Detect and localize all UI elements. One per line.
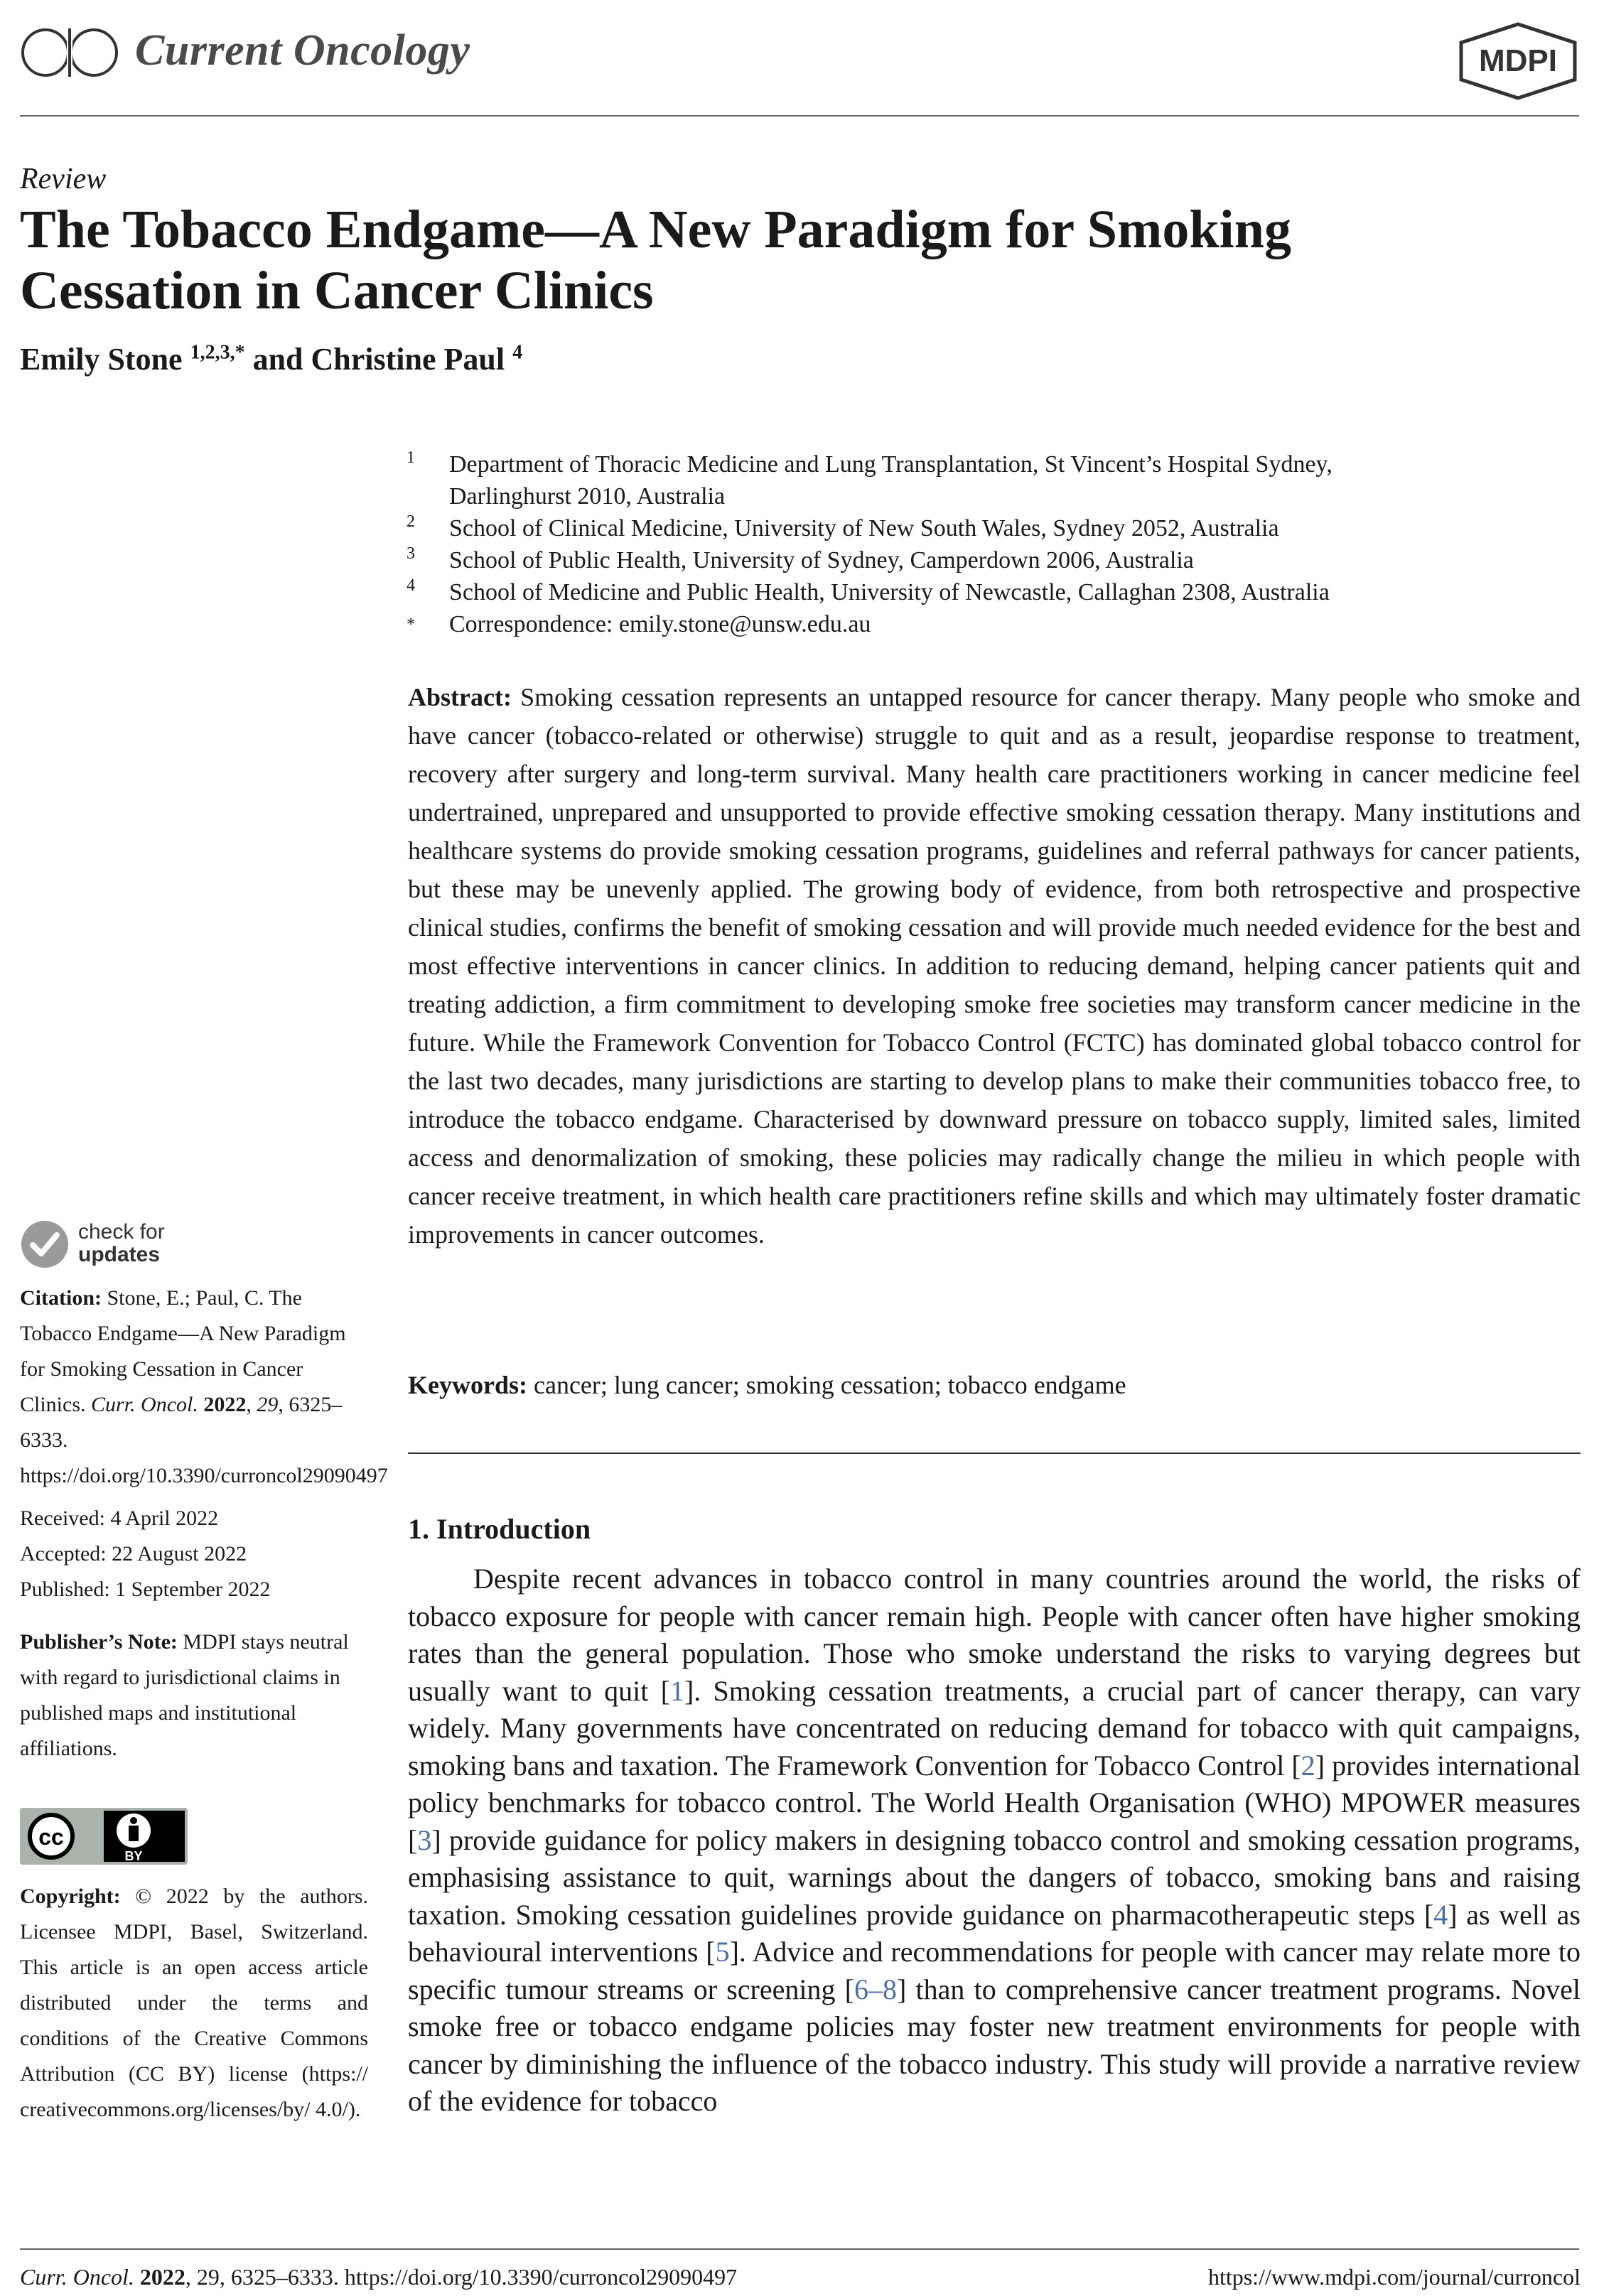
citation-label: Citation: <box>20 1286 102 1310</box>
mdpi-hexagon-icon[interactable] <box>1457 21 1579 101</box>
check-for-updates-button[interactable] <box>20 1219 183 1269</box>
accepted-date: Accepted: 22 August 2022 <box>20 1542 247 1565</box>
author-line <box>20 341 522 377</box>
svg-text:BY: BY <box>124 1849 143 1863</box>
dates-block <box>20 1501 368 1607</box>
header-divider <box>20 115 1579 117</box>
cc-by-license-icon[interactable] <box>20 1808 188 1865</box>
citation-link[interactable]: 1 <box>669 1674 684 1707</box>
citation-journal: Curr. Oncol. <box>91 1393 198 1416</box>
check-updates-line2: updates <box>78 1243 161 1266</box>
citation-doi[interactable]: https://doi.org/10.3390/curroncol29090497 <box>20 1464 388 1487</box>
author-affiliation-marks: 4 <box>512 341 523 364</box>
mdpi-logo-text: MDPI <box>1479 43 1557 78</box>
citation-year: 2022 <box>203 1393 247 1416</box>
copyright-text: © 2022 by the authors. Licensee MDPI, Basel, Switzerland. This article is an open access article distributed under the terms and conditions of the Creative Commons Attribution (CC BY) license (https:// creativecommons.org/licenses/by/ 4.0/). <box>20 1885 369 2121</box>
published-date: Published: 1 September 2022 <box>20 1578 271 1601</box>
article-title: The Tobacco Endgame—A New Paradigm for Smoking Cessation in Cancer Clinics <box>20 200 1291 320</box>
footer-divider <box>20 2248 1579 2250</box>
section-heading: 1. Introduction <box>408 1513 591 1545</box>
keywords-label: Keywords: <box>408 1371 527 1399</box>
author-conjunction: and <box>252 342 303 377</box>
copyright-block <box>20 1879 368 2128</box>
check-updates-line1: check for <box>78 1220 165 1244</box>
keywords-text: cancer; lung cancer; smoking cessation; tobacco endgame <box>533 1371 1126 1399</box>
introduction-paragraph: Despite recent advances in tobacco control in many countries around the world, the risks of tobacco exposure for people with cancer remain high. People with cancer often have higher smoking rates than the general population. Those who smoke understand the risks to varying degrees but usually want to quit [1]. Smoking cessation treatments, a crucial part of cancer therapy, can vary widely. Many governments have concentrated on reducing demand for tobacco with quit campaigns, smoking bans and taxation. The Framework Convention for Tobacco Control [2] provides international policy benchmarks for tobacco control. The World Health Organisation (WHO) MPOWER measures [3] provide guidance for policy makers in designing tobacco control and smoking cessation programs, emphasising assistance to quit, warnings about the dangers of tobacco, smoking bans and raising taxation. Smoking cessation guidelines provide guidance on pharmacotherapeutic steps [4] as well as behavioural interventions [5]. Advice and recommendations for people with cancer may relate more to specific tumour streams or screening [6–8] than to comprehensive cancer treatment programs. Novel smoke free or tobacco endgame policies may foster new treatment environments for people with cancer by diminishing the influence of the tobacco industry. This study will provide a narrative review of the evidence for tobacco <box>408 1563 1581 2117</box>
abstract <box>408 678 1581 1254</box>
check-circle-icon <box>20 1219 70 1269</box>
copyright-label: Copyright: <box>20 1885 121 1908</box>
svg-text:cc: cc <box>38 1824 64 1850</box>
citation-text: Stone, E.; Paul, C. The Tobacco Endgame—A New Paradigm for Smoking Cessation in Cancer Clinics. <box>20 1286 346 1416</box>
footer-citation: Curr. Oncol. 2022, 29, 6325–6333. https://doi.org/10.3390/curroncol29090497 <box>20 2264 738 2290</box>
co-journal-icon <box>20 27 126 78</box>
author-affiliation-marks: 1,2,3,* <box>190 341 245 364</box>
citation-link[interactable]: 6–8 <box>854 1973 897 2005</box>
publisher-note-label: Publisher’s Note: <box>20 1630 178 1654</box>
article-type: Review <box>20 163 107 195</box>
author-name[interactable]: Emily Stone <box>20 342 183 377</box>
abstract-label: Abstract: <box>408 683 512 711</box>
citation-link[interactable]: 5 <box>715 1936 730 1968</box>
citation-pages: 6325–6333. <box>20 1393 343 1452</box>
publisher-note-text: MDPI stays neutral with regard to jurisdictional claims in published maps and institutional affiliations. <box>20 1630 349 1760</box>
citation-link[interactable]: 4 <box>1433 1898 1448 1931</box>
citation-volume: 29 <box>257 1393 279 1416</box>
citation-link[interactable]: 3 <box>417 1823 432 1856</box>
author-name[interactable]: Christine Paul <box>311 342 505 377</box>
footer-journal-url[interactable]: https://www.mdpi.com/journal/curroncol <box>1207 2264 1581 2290</box>
citation-link[interactable]: 2 <box>1301 1749 1315 1782</box>
publisher-note <box>20 1624 368 1767</box>
section-divider <box>408 1452 1581 1454</box>
citation-block: Citation: Stone, E.; Paul, C. The Tobacco Endgame—A New Paradigm for Smoking Cessation in Cancer Clinics. Curr. Oncol. 2022, 29, 6325–6333. https://doi.org/10.3390/curroncol29090497 <box>20 1286 388 1487</box>
journal-name: Current Oncology <box>135 26 470 75</box>
abstract-text: Smoking cessation represents an untapped resource for cancer therapy. Many people who smoke and have cancer (tobacco-related or otherwise) struggle to quit and as a result, jeopardise response to treatment, recovery after surgery and long-term survival. Many health care practitioners working in cancer medicine feel undertrained, unprepared and unsupported to provide effective smoking cessation therapy. Many institutions and healthcare systems do provide smoking cessation programs, guidelines and referral pathways for cancer patients, but these may be unevenly applied. The growing body of evidence, from both retrospective and prospective clinical studies, confirms the benefit of smoking cessation and will provide much needed evidence for the best and most effective interventions in cancer clinics. In addition to reducing demand, helping cancer patients quit and treating addiction, a firm commitment to developing smoke free societies may transform cancer medicine in the future. While the Framework Convention for Tobacco Control (FCTC) has dominated global tobacco control for the last two decades, many jurisdictions are starting to develop plans to make their communities tobacco free, to introduce the tobacco endgame. Characterised by downward pressure on tobacco supply, limited sales, limited access and denormalization of smoking, these policies may radically change the milieu in which people with cancer receive treatment, in which health care practitioners refine skills and which may ultimately foster dramatic improvements in cancer outcomes. <box>408 683 1581 1249</box>
received-date: Received: 4 April 2022 <box>20 1507 219 1530</box>
keywords <box>408 1370 1126 1400</box>
